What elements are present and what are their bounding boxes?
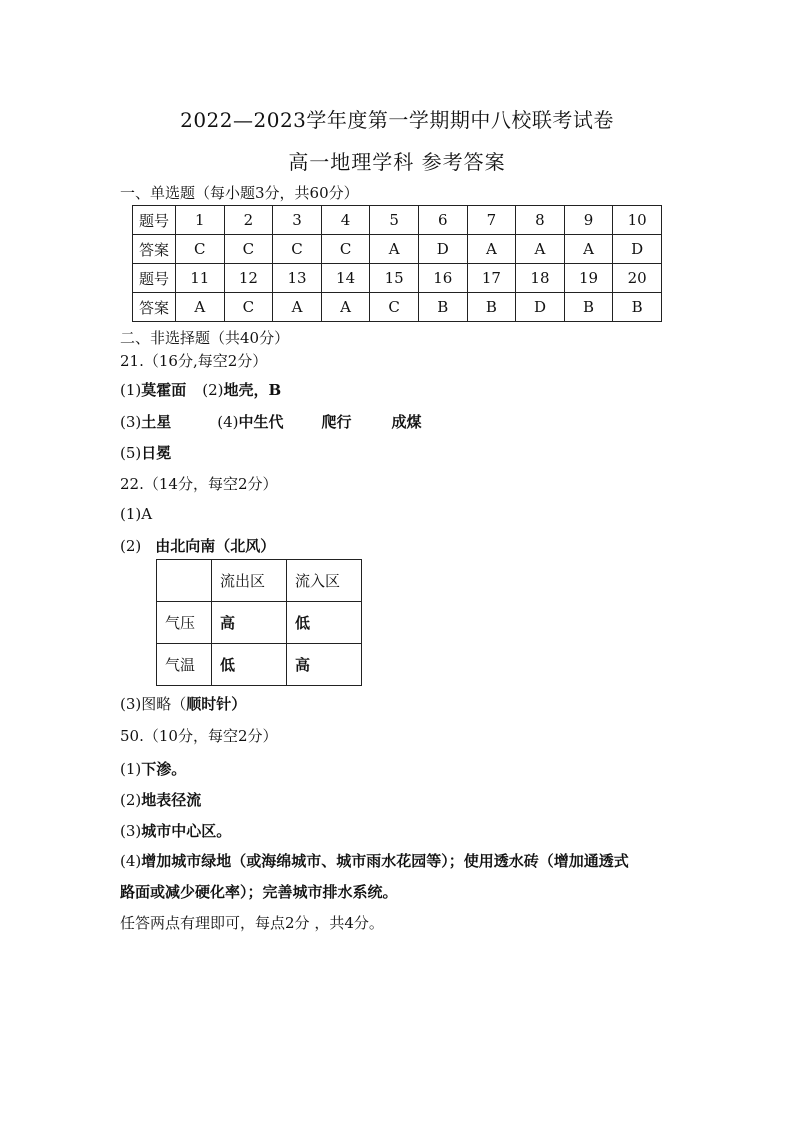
row-label-answer: 答案 bbox=[133, 293, 176, 322]
q22-answer-row-3 bbox=[120, 693, 246, 714]
answer-cell: C bbox=[273, 235, 322, 264]
pressure-temperature-table bbox=[156, 559, 362, 686]
q22-answer-row-2 bbox=[120, 535, 275, 556]
q22-a3-plain: 图略（ bbox=[141, 695, 187, 713]
air-table-header-inflow: 流入区 bbox=[287, 560, 362, 602]
row-label-question-number: 题号 bbox=[133, 206, 176, 235]
q22-a3-number: (3) bbox=[120, 695, 142, 713]
air-table-header-outflow: 流出区 bbox=[212, 560, 287, 602]
question-number-row bbox=[133, 264, 662, 293]
answer-cell: B bbox=[564, 293, 613, 322]
air-table-row-pressure bbox=[157, 602, 362, 644]
answer-cell: A bbox=[370, 235, 419, 264]
q50-a4-line1: 增加城市绿地（或海绵城市、城市雨水花园等）；使用透水砖（增加通透式 bbox=[141, 852, 629, 870]
answer-row bbox=[133, 235, 662, 264]
q22-heading: 22.（14分，每空2分） bbox=[120, 475, 278, 493]
answer-cell: A bbox=[176, 293, 225, 322]
row-label-answer: 答案 bbox=[133, 235, 176, 264]
air-table-label-pressure: 气压 bbox=[157, 602, 212, 644]
question-number-cell: 2 bbox=[224, 206, 273, 235]
question-number-cell: 4 bbox=[321, 206, 370, 235]
air-table-corner-cell bbox=[157, 560, 212, 602]
answer-cell: B bbox=[467, 293, 516, 322]
answer-cell: D bbox=[418, 235, 467, 264]
question-number-cell: 3 bbox=[273, 206, 322, 235]
question-number-cell: 12 bbox=[224, 264, 273, 293]
q22-a2: 由北向南（北风） bbox=[155, 537, 276, 555]
question-number-row bbox=[133, 206, 662, 235]
q22-a1: A bbox=[141, 505, 153, 523]
q21-a1-number: (1) bbox=[120, 381, 142, 399]
q50-answer-row-4 bbox=[120, 850, 629, 871]
answer-cell: A bbox=[321, 293, 370, 322]
air-table-label-temperature: 气温 bbox=[157, 644, 212, 686]
answer-cell: B bbox=[613, 293, 662, 322]
q21-a2-number: (2) bbox=[202, 381, 224, 399]
row-label-question-number: 题号 bbox=[133, 264, 176, 293]
q22-a1-number: (1) bbox=[120, 505, 142, 523]
q22-a2-number: (2) bbox=[120, 537, 142, 555]
q50-a3: 城市中心区。 bbox=[141, 822, 232, 840]
air-table-pressure-inflow: 低 bbox=[287, 602, 362, 644]
answer-cell: D bbox=[516, 293, 565, 322]
question-number-cell: 19 bbox=[564, 264, 613, 293]
question-number-cell: 17 bbox=[467, 264, 516, 293]
question-number-cell: 7 bbox=[467, 206, 516, 235]
multiple-choice-answer-table bbox=[132, 205, 662, 322]
q50-answer-row-3 bbox=[120, 820, 231, 841]
q50-answer-row-1 bbox=[120, 758, 186, 779]
q21-a4-reptile: 爬行 bbox=[321, 413, 352, 431]
q21-answer-row-2 bbox=[120, 411, 422, 432]
question-number-cell: 20 bbox=[613, 264, 662, 293]
answer-row bbox=[133, 293, 662, 322]
q50-scoring-note: 任答两点有理即可，每点2分 ，共4分。 bbox=[120, 914, 384, 932]
q21-a4-number: (4) bbox=[217, 413, 239, 431]
q21-a5-number: (5) bbox=[120, 444, 142, 462]
q22-a3-bold: 顺时针） bbox=[186, 695, 247, 713]
question-number-cell: 11 bbox=[176, 264, 225, 293]
q21-answer-row-1 bbox=[120, 379, 281, 400]
air-table-temperature-inflow: 高 bbox=[287, 644, 362, 686]
question-number-cell: 13 bbox=[273, 264, 322, 293]
section1-heading: 一、单选题（每小题3分，共60分） bbox=[120, 184, 359, 202]
q21-a1: 莫霍面 bbox=[141, 381, 187, 399]
q50-a4-line2: 路面或减少硬化率）；完善城市排水系统。 bbox=[120, 883, 398, 901]
q21-a2: 地壳，B bbox=[223, 381, 282, 399]
q50-a1: 下渗。 bbox=[141, 760, 187, 778]
question-number-cell: 16 bbox=[418, 264, 467, 293]
answer-cell: A bbox=[273, 293, 322, 322]
answer-cell: B bbox=[418, 293, 467, 322]
q21-a5: 日冕 bbox=[141, 444, 172, 462]
answer-cell: C bbox=[224, 235, 273, 264]
question-number-cell: 9 bbox=[564, 206, 613, 235]
question-number-cell: 5 bbox=[370, 206, 419, 235]
q50-heading: 50.（10分，每空2分） bbox=[120, 727, 278, 745]
air-table-header-row bbox=[157, 560, 362, 602]
answer-cell: C bbox=[224, 293, 273, 322]
q50-a1-number: (1) bbox=[120, 760, 142, 778]
question-number-cell: 10 bbox=[613, 206, 662, 235]
question-number-cell: 15 bbox=[370, 264, 419, 293]
exam-title: 2022—2023学年度第一学期期中八校联考试卷 bbox=[180, 108, 614, 132]
question-number-cell: 6 bbox=[418, 206, 467, 235]
air-table-pressure-outflow: 高 bbox=[212, 602, 287, 644]
answer-cell: C bbox=[321, 235, 370, 264]
q50-answer-row-2 bbox=[120, 789, 201, 810]
section2-heading: 二、非选择题（共40分） bbox=[120, 329, 290, 347]
answer-cell: C bbox=[176, 235, 225, 264]
q22-answer-row-1 bbox=[120, 505, 152, 523]
q50-a2-number: (2) bbox=[120, 791, 142, 809]
q21-answer-row-3 bbox=[120, 442, 171, 463]
q21-a3: 土星 bbox=[141, 413, 172, 431]
question-number-cell: 18 bbox=[516, 264, 565, 293]
q50-a4-number: (4) bbox=[120, 852, 142, 870]
q21-a4-coal: 成煤 bbox=[391, 413, 422, 431]
q50-a2: 地表径流 bbox=[141, 791, 202, 809]
air-table-temperature-outflow: 低 bbox=[212, 644, 287, 686]
question-number-cell: 14 bbox=[321, 264, 370, 293]
question-number-cell: 1 bbox=[176, 206, 225, 235]
q21-a4-era: 中生代 bbox=[238, 413, 284, 431]
answer-key-subtitle: 高一地理学科 参考答案 bbox=[288, 150, 506, 174]
answer-cell: A bbox=[467, 235, 516, 264]
answer-cell: D bbox=[613, 235, 662, 264]
answer-cell: C bbox=[370, 293, 419, 322]
question-number-cell: 8 bbox=[516, 206, 565, 235]
air-table-row-temperature bbox=[157, 644, 362, 686]
q21-a3-number: (3) bbox=[120, 413, 142, 431]
q50-a3-number: (3) bbox=[120, 822, 142, 840]
answer-cell: A bbox=[564, 235, 613, 264]
q21-heading: 21.（16分,每空2分） bbox=[120, 352, 268, 370]
answer-cell: A bbox=[516, 235, 565, 264]
